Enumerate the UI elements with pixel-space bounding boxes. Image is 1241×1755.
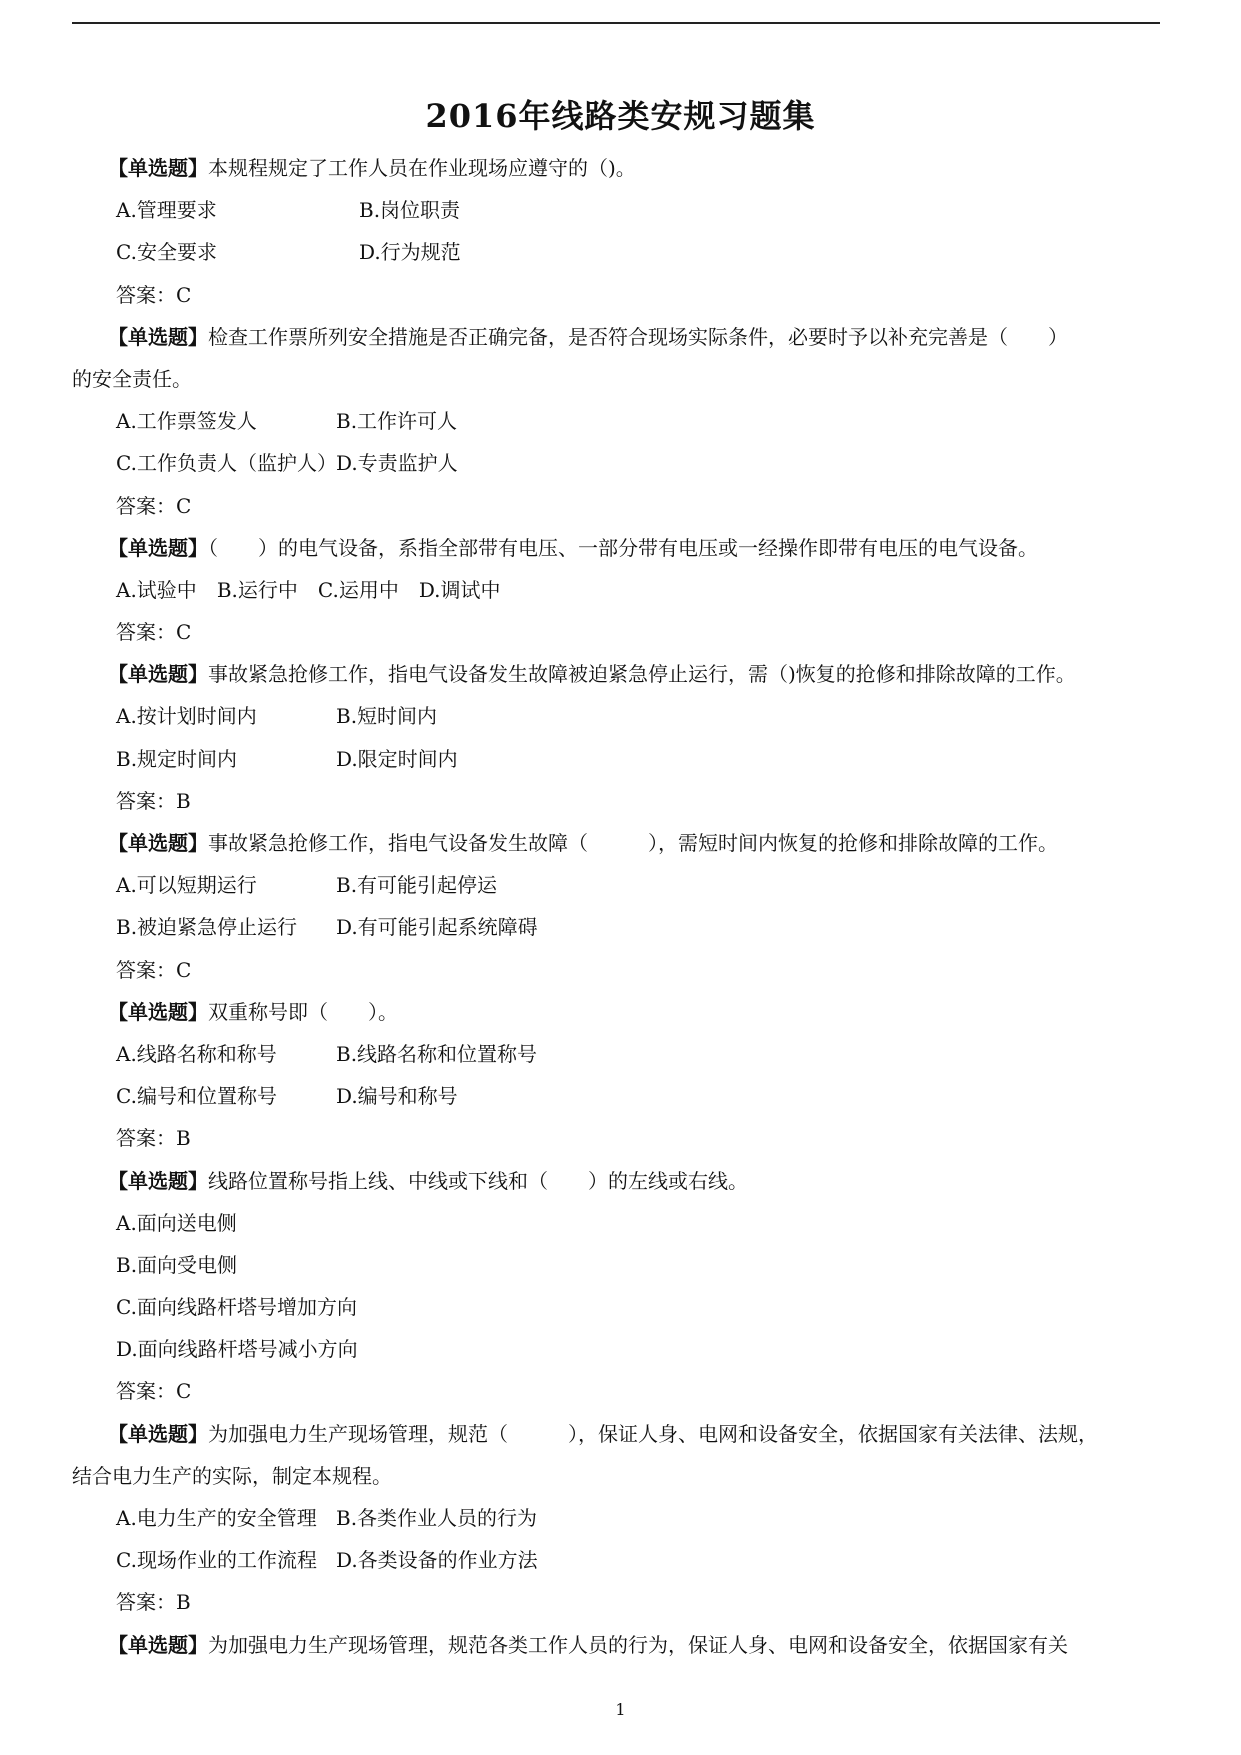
question-text: 的安全责任。 — [72, 366, 192, 391]
answer-option: A.管理要求 — [116, 198, 217, 223]
option-row — [72, 231, 1170, 273]
question-text: 本规程规定了工作人员在作业现场应遵守的（)。 — [208, 156, 636, 180]
question-stem — [72, 653, 1170, 695]
question-type-tag: 【单选题】 — [108, 1632, 208, 1657]
answer-option: B.面向受电侧 — [116, 1252, 238, 1277]
question-type-tag: 【单选题】 — [108, 1421, 208, 1446]
option-row — [72, 400, 1170, 442]
question-stem-continued — [72, 358, 1170, 400]
question-item — [72, 822, 1170, 991]
question-stem — [72, 147, 1170, 189]
option-row — [72, 189, 1170, 231]
answer-option: C.工作负责人（监护人） — [116, 451, 337, 476]
question-stem — [72, 316, 1170, 358]
answer-key: 答案：C — [116, 1379, 192, 1404]
answer-key: 答案：B — [116, 1126, 191, 1151]
option-row — [72, 1075, 1170, 1117]
answer-option: C.编号和位置称号 — [116, 1084, 277, 1109]
question-text: 事故紧急抢修工作，指电气设备发生故障被迫紧急停止运行，需（)恢复的抢修和排除故障的工作。 — [208, 662, 1076, 687]
option-row — [72, 569, 1170, 611]
question-text: 为加强电力生产现场管理，规范各类工作人员的行为，保证人身、电网和设备安全，依据国家有关 — [208, 1632, 1068, 1657]
answer-option: B.运行中 — [216, 577, 298, 602]
question-type-tag: 【单选题】 — [108, 156, 208, 180]
answer-option: A.试验中 — [116, 577, 197, 602]
answer-option: A.面向送电侧 — [116, 1210, 237, 1235]
answer-option: B.有可能引起停运 — [336, 873, 498, 898]
question-item — [72, 147, 1170, 316]
answer-option: D.调试中 — [418, 577, 501, 602]
question-list — [72, 147, 1170, 1666]
question-item — [72, 1160, 1170, 1413]
answer-key: 答案：C — [116, 493, 192, 518]
answer-key: 答案：C — [116, 620, 192, 645]
question-item — [72, 527, 1170, 654]
option-row — [72, 864, 1170, 906]
question-type-tag: 【单选题】 — [108, 535, 208, 560]
answer-option: A.按计划时间内 — [116, 704, 257, 729]
answer-option: C.面向线路杆塔号增加方向 — [116, 1295, 357, 1320]
answer-option: D.行为规范 — [359, 240, 461, 265]
answer-option: D.面向线路杆塔号减小方向 — [116, 1337, 358, 1362]
page-number: 1 — [615, 1700, 626, 1719]
option-row — [72, 695, 1170, 737]
question-text: 检查工作票所列安全措施是否正确完备，是否符合现场实际条件，必要时予以补充完善是（ ） — [208, 324, 1068, 349]
option-row — [72, 1033, 1170, 1075]
answer-option: C.安全要求 — [116, 240, 217, 265]
answer-key: 答案：B — [116, 788, 191, 813]
question-text: （ ）的电气设备，系指全部带有电压、一部分带有电压或一经操作即带有电压的电气设备。 — [208, 535, 1038, 560]
question-type-tag: 【单选题】 — [108, 831, 208, 855]
question-text: 事故紧急抢修工作，指电气设备发生故障（ ），需短时间内恢复的抢修和排除故障的工作。 — [208, 831, 1058, 855]
option-row — [72, 1244, 1170, 1286]
answer-option: D.专责监护人 — [336, 451, 458, 476]
answer-key: 答案：C — [116, 282, 192, 307]
answer-option: C.运用中 — [317, 577, 399, 602]
question-type-tag: 【单选题】 — [108, 324, 208, 349]
option-row — [72, 1539, 1170, 1581]
question-type-tag: 【单选题】 — [108, 999, 208, 1024]
option-row — [72, 738, 1170, 780]
answer-key: 答案：C — [116, 957, 192, 982]
document-title: 2016年线路类安规习题集 — [425, 97, 816, 135]
option-row — [72, 1328, 1170, 1370]
question-item — [72, 1413, 1170, 1624]
answer-option: B.工作许可人 — [336, 409, 458, 434]
answer-option: D.各类设备的作业方法 — [336, 1548, 538, 1573]
question-stem — [72, 822, 1170, 864]
answer-option: D.编号和称号 — [336, 1084, 458, 1109]
question-text: 结合电力生产的实际，制定本规程。 — [72, 1463, 392, 1488]
option-row — [72, 442, 1170, 484]
question-item — [72, 1624, 1170, 1666]
header-rule — [72, 22, 1160, 24]
answer-option: C.现场作业的工作流程 — [116, 1548, 317, 1573]
question-text: 为加强电力生产现场管理，规范（ ），保证人身、电网和设备安全，依据国家有关法律、法规， — [208, 1421, 1098, 1446]
question-item — [72, 991, 1170, 1160]
answer-key: 答案：B — [116, 1590, 191, 1615]
answer-option: A.可以短期运行 — [116, 873, 257, 898]
question-type-tag: 【单选题】 — [108, 1168, 208, 1193]
question-stem-continued — [72, 1455, 1170, 1497]
answer-option: A.工作票签发人 — [116, 409, 257, 434]
option-row — [72, 1497, 1170, 1539]
question-type-tag: 【单选题】 — [108, 662, 208, 687]
answer-option: D.有可能引起系统障碍 — [336, 915, 538, 940]
answer-option: B.岗位职责 — [359, 198, 461, 223]
question-text: 双重称号即（ ）。 — [208, 999, 398, 1024]
answer-option: A.线路名称和称号 — [116, 1041, 277, 1066]
answer-option: B.被迫紧急停止运行 — [116, 915, 298, 940]
question-stem — [72, 991, 1170, 1033]
question-text: 线路位置称号指上线、中线或下线和（ ）的左线或右线。 — [208, 1168, 748, 1193]
option-row — [72, 1286, 1170, 1328]
answer-option: A.电力生产的安全管理 — [116, 1506, 317, 1530]
question-item — [72, 316, 1170, 527]
answer-option: D.限定时间内 — [336, 746, 458, 771]
option-row — [72, 906, 1170, 948]
answer-option: B.线路名称和位置称号 — [336, 1041, 538, 1066]
question-stem — [72, 1160, 1170, 1202]
answer-option: B.短时间内 — [336, 704, 438, 729]
answer-option: B.规定时间内 — [116, 746, 238, 771]
answer-option: B.各类作业人员的行为 — [336, 1506, 538, 1530]
question-stem — [72, 1413, 1170, 1455]
question-stem — [72, 527, 1170, 569]
question-stem — [72, 1624, 1170, 1666]
question-item — [72, 653, 1170, 822]
option-row — [72, 1202, 1170, 1244]
